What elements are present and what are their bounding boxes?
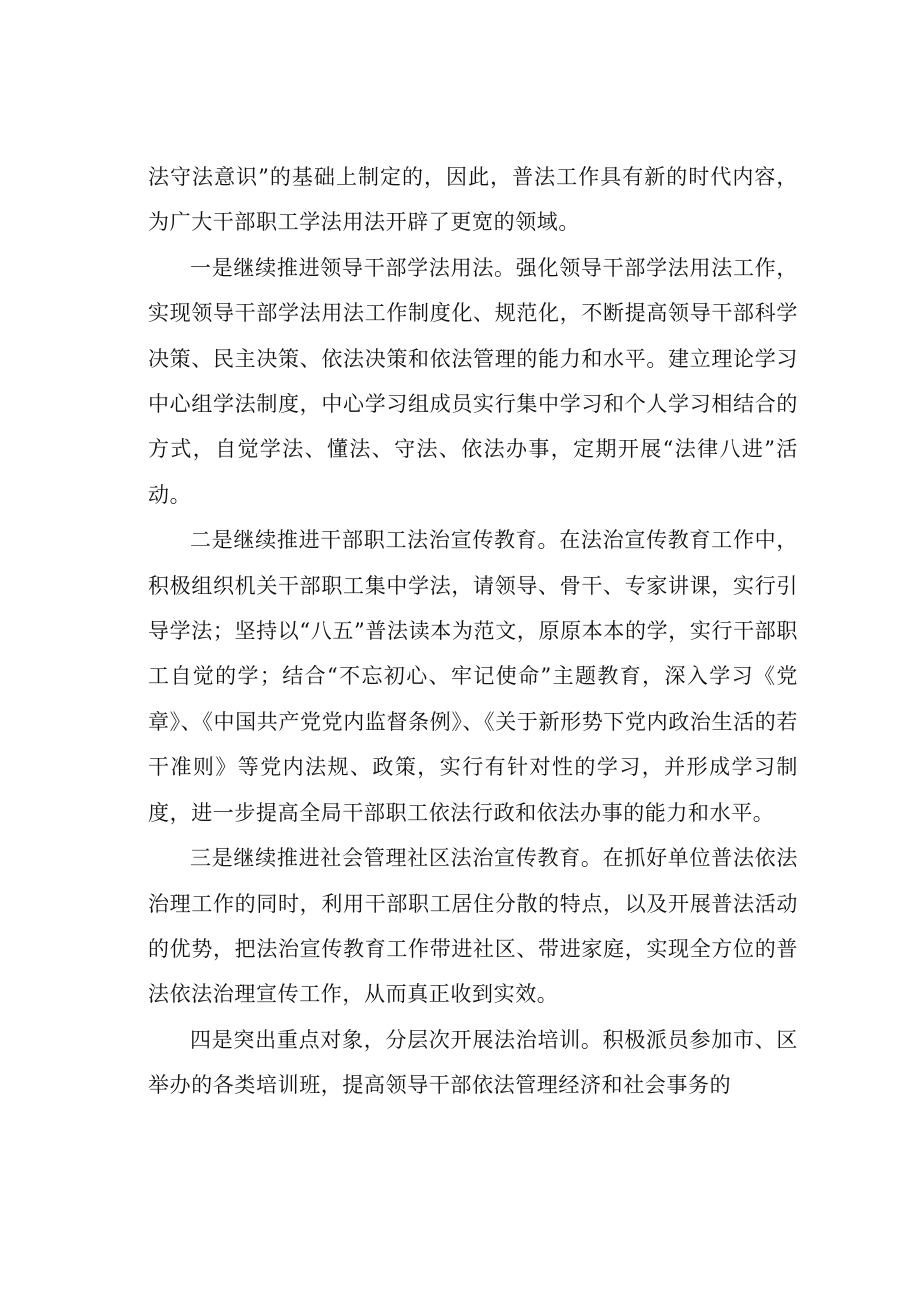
paragraph-training: 四是突出重点对象，分层次开展法治培训。积极派员参加市、区举办的各类培训班，提高领导干部依法管理经济和社会事务的 xyxy=(148,1027,798,1098)
paragraph-continuation: 法守法意识”的基础上制定的，因此，普法工作具有新的时代内容，为广大干部职工学法用法开辟了更宽的领域。 xyxy=(148,165,798,235)
document-body xyxy=(148,155,798,1109)
paragraph-leading-cadres: 一是继续推进领导干部学法用法。强化领导干部学法用法工作，实现领导干部学法用法工作制度化、规范化，不断提高领导干部科学决策、民主决策、依法决策和依法管理的能力和水平。建立理论学习中心组学法制度，中心学习组成员实行集中学习和个人学习相结合的方式，自觉学法、懂法、守法、依法办事，定期开展“法律八进”活动。 xyxy=(148,255,798,507)
paragraph-staff-education: 二是继续推进干部职工法治宣传教育。在法治宣传教育工作中，积极组织机关干部职工集中学法，请领导、骨干、专家讲课，实行引导学法；坚持以“八五”普法读本为范文，原原本本的学，实行干部职工自觉的学；结合“不忘初心、牢记使命”主题教育，深入学习《党章》、《中国共产党党内监督条例》、《关于新形势下党内政治生活的若干准则》等党内法规、政策，实行有针对性的学习，并形成学习制度，进一步提高全局干部职工依法行政和依法办事的能力和水平。 xyxy=(148,528,798,825)
paragraph-community-education: 三是继续推进社会管理社区法治宣传教育。在抓好单位普法依法治理工作的同时，利用干部职工居住分散的特点，以及开展普法活动的优势，把法治宣传教育工作带进社区、带进家庭，实现全方位的普法依法治理宣传工作，从而真正收到实效。 xyxy=(148,846,798,1007)
